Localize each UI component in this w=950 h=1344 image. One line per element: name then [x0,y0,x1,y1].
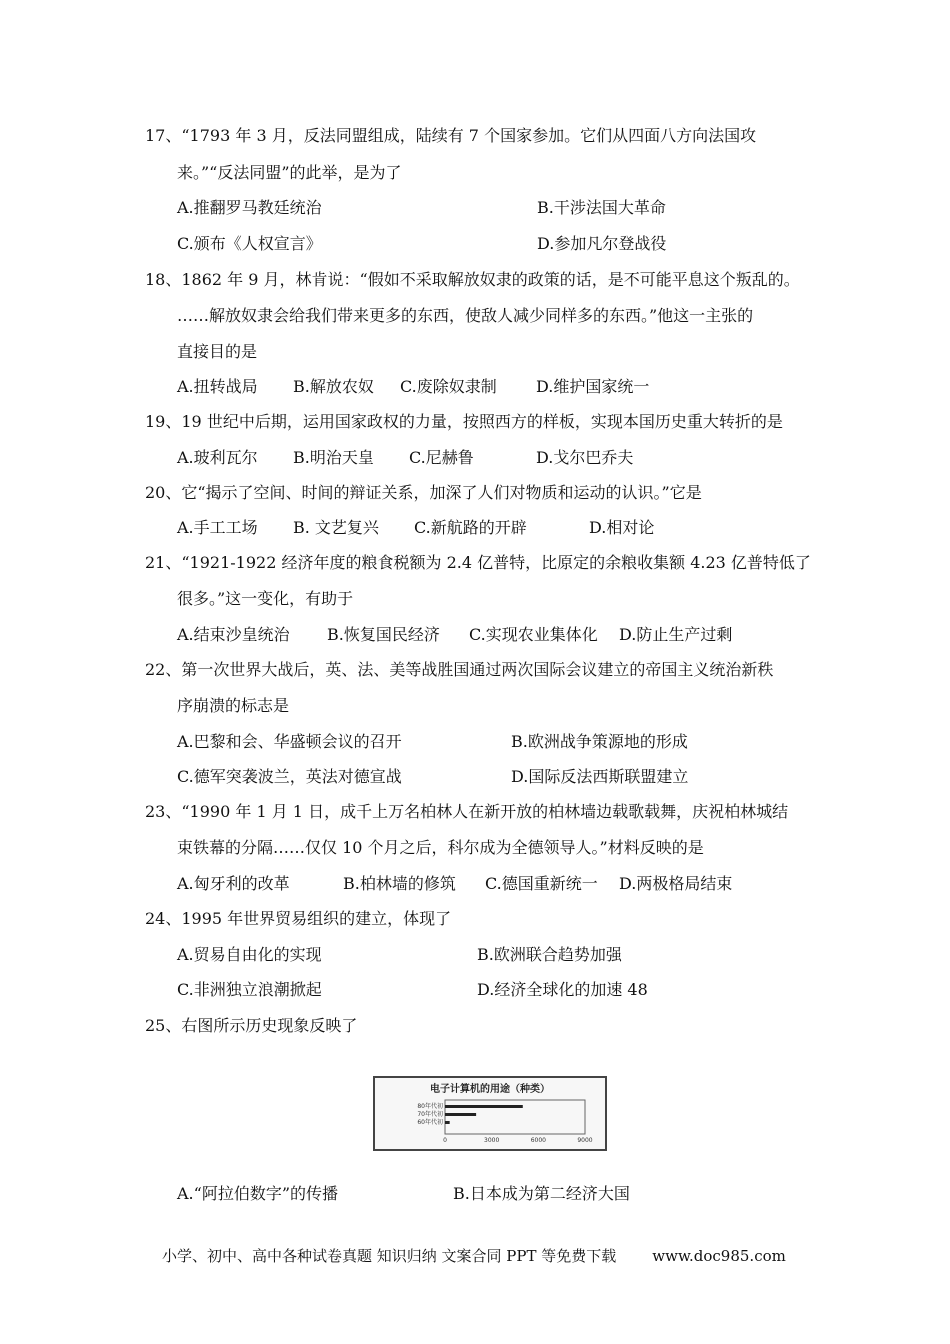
question-19-line-1: 19、19 世纪中后期，运用国家政权的力量，按照西方的样板，实现本国历史重大转折的是 [145,412,783,431]
row-label-70s: 70年代初 [417,1111,443,1118]
question-21-line-1: 21、“1921-1922 经济年度的粮食税额为 2.4 亿普特，比原定的余粮收集额 4.23 亿普特低了 [145,553,811,572]
page-footer [162,1246,786,1266]
question-22-line-2: 序崩溃的标志是 [177,696,290,715]
question-19-option-b: B.明治天皇 [293,448,374,467]
question-23-option-b: B.柏林墙的修筑 [343,874,456,893]
tick-label-6000: 6000 [530,1137,546,1144]
question-25-option-b: B.日本成为第二经济大国 [453,1184,630,1203]
computer-usage-chart [375,1078,605,1149]
question-21-line-2: 很多。”这一变化，有助于 [177,589,354,608]
question-20-option-b: B. 文艺复兴 [293,518,379,537]
footer-text: 小学、初中、高中各种试卷真题 知识归纳 文案合同 PPT 等免费下载 [162,1247,617,1265]
question-24-option-c: C.非洲独立浪潮掀起 [177,980,322,999]
question-17-option-b: B.干涉法国大革命 [537,198,666,217]
question-23-option-d: D.两极格局结束 [619,874,733,893]
question-17-line-1: 17、“1793 年 3 月，反法同盟组成，陆续有 7 个国家参加。它们从四面八方向法国攻 [145,126,757,145]
question-20-option-d: D.相对论 [589,518,655,537]
question-24-option-a: A.贸易自由化的实现 [177,945,322,964]
question-22-option-a: A.巴黎和会、华盛顿会议的召开 [177,732,402,751]
question-24-option-b: B.欧洲联合趋势加强 [477,945,622,964]
question-18-line-1: 18、1862 年 9 月，林肯说：“假如不采取解放奴隶的政策的话，是不可能平息这个叛乱的。 [145,270,800,289]
question-17-option-d: D.参加凡尔登战役 [537,234,667,253]
question-18-option-d: D.维护国家统一 [536,377,650,396]
question-24-option-d: D.经济全球化的加速 48 [477,980,648,999]
row-label-80s: 80年代初 [417,1103,443,1110]
question-25-line-1: 25、右图所示历史现象反映了 [145,1016,358,1035]
question-21-option-d: D.防止生产过剩 [619,625,733,644]
question-18-option-c: C.废除奴隶制 [400,377,497,396]
question-19-option-c: C.尼赫鲁 [409,448,474,467]
tick-label-0: 0 [443,1137,447,1144]
question-18-option-b: B.解放农奴 [293,377,374,396]
row-label-60s: 60年代初 [417,1119,443,1126]
bar-80s [445,1105,523,1108]
question-21-option-a: A.结束沙皇统治 [177,625,290,644]
question-18-line-2: ……解放奴隶会给我们带来更多的东西，使敌人减少同样多的东西。”他这一主张的 [177,306,754,325]
question-21-option-c: C.实现农业集体化 [469,625,598,644]
question-21-option-b: B.恢复国民经济 [327,625,440,644]
question-18-line-3: 直接目的是 [177,342,258,361]
question-23-option-a: A.匈牙利的改革 [177,874,290,893]
question-22-option-b: B.欧洲战争策源地的形成 [511,732,688,751]
computer-usage-figure [373,1076,607,1151]
question-20-option-a: A.手工工场 [177,518,258,537]
tick-label-3000: 3000 [484,1137,500,1144]
question-23-option-c: C.德国重新统一 [485,874,598,893]
question-25-option-a: A.“阿拉伯数字”的传播 [177,1184,339,1203]
bar-70s [445,1113,476,1116]
footer-url[interactable]: www.doc985.com [652,1247,786,1265]
question-23-line-1: 23、“1990 年 1 月 1 日，成千上万名柏林人在新开放的柏林墙边载歌载舞，庆祝柏林城结 [145,802,789,821]
question-17-line-2: 来。”“反法同盟”的此举，是为了 [177,163,402,182]
question-24-line-1: 24、1995 年世界贸易组织的建立，体现了 [145,909,452,928]
question-18-option-a: A.扭转战局 [177,377,258,396]
question-20-line-1: 20、它“揭示了空间、时间的辩证关系，加深了人们对物质和运动的认识。”它是 [145,483,702,502]
bar-60s [445,1121,450,1124]
question-19-option-d: D.戈尔巴乔夫 [536,448,634,467]
question-19-option-a: A.玻利瓦尔 [177,448,258,467]
question-17-option-a: A.推翻罗马教廷统治 [177,198,322,217]
question-22-option-d: D.国际反法西斯联盟建立 [511,767,689,786]
question-22-line-1: 22、第一次世界大战后，英、法、美等战胜国通过两次国际会议建立的帝国主义统治新秩 [145,660,774,679]
question-22-option-c: C.德军突袭波兰，英法对德宣战 [177,767,402,786]
figure-title: 电子计算机的用途（种类） [430,1084,550,1095]
question-23-line-2: 束铁幕的分隔……仅仅 10 个月之后，科尔成为全德领导人。”材料反映的是 [177,838,704,857]
question-20-option-c: C.新航路的开辟 [414,518,527,537]
question-17-option-c: C.颁布《人权宣言》 [177,234,322,253]
tick-label-9000: 9000 [577,1137,593,1144]
